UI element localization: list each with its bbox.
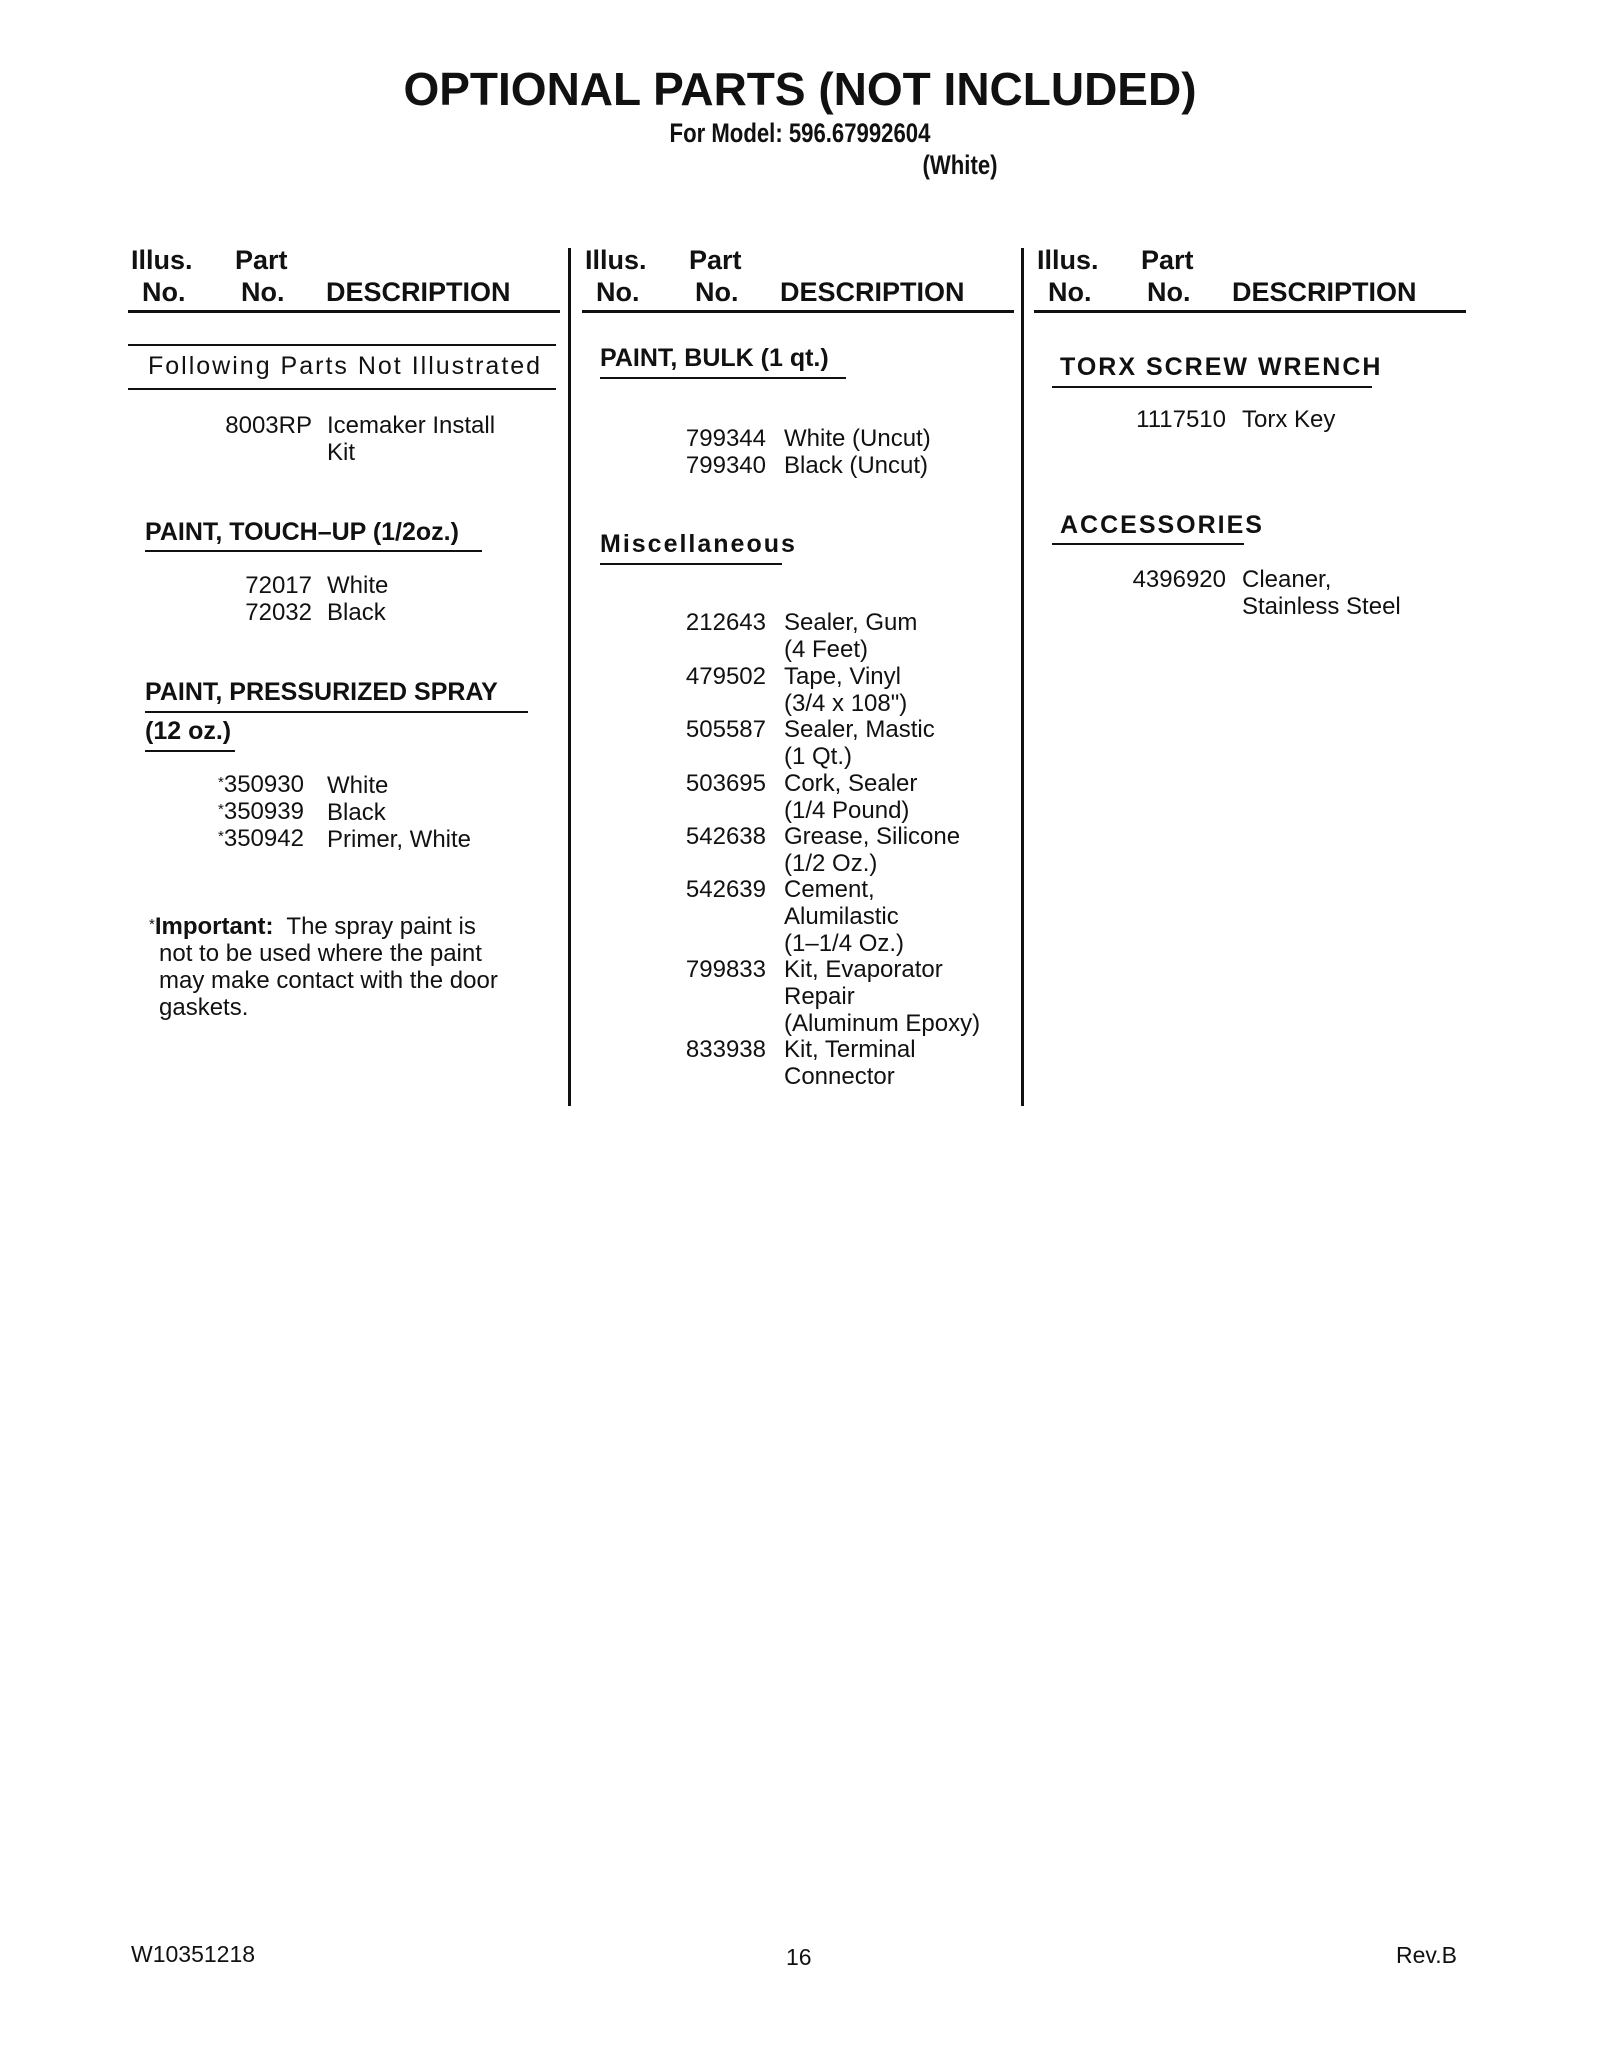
part-no-label: No. xyxy=(241,277,285,307)
part-description: Kit, Evaporator Repair (Aluminum Epoxy) xyxy=(784,956,981,1037)
illus-no-label: No. xyxy=(596,277,640,307)
revision-label: Rev.B xyxy=(1396,1942,1457,1968)
part-description: Sealer, Gum (4 Feet) xyxy=(784,609,918,663)
part-number: 799344 xyxy=(685,425,766,452)
part-number: 1117510 xyxy=(1136,406,1226,433)
illus-label: Illus. xyxy=(1037,245,1099,275)
part-number: 542639 xyxy=(685,876,766,903)
section-heading-paint-bulk: PAINT, BULK (1 qt.) xyxy=(600,344,829,372)
part-number: 542638 xyxy=(685,823,766,850)
description-label: DESCRIPTION xyxy=(326,277,511,307)
part-description: Icemaker Install Kit xyxy=(327,412,496,466)
part-description: White (Uncut) xyxy=(784,425,931,452)
part-number: 833938 xyxy=(685,1036,766,1063)
spray-part-row: *350930 xyxy=(218,771,304,798)
column-divider xyxy=(1021,248,1024,1106)
section-rule xyxy=(145,711,528,713)
part-number: 479502 xyxy=(685,663,766,690)
section-heading-touch-up: PAINT, TOUCH–UP (1/2oz.) xyxy=(145,518,459,546)
part-description: Sealer, Mastic (1 Qt.) xyxy=(784,716,935,770)
part-description: Cleaner, Stainless Steel xyxy=(1242,566,1401,620)
description-label: DESCRIPTION xyxy=(1232,277,1417,307)
section-heading-pressurized-spray-size: (12 oz.) xyxy=(145,717,232,745)
description-label: DESCRIPTION xyxy=(780,277,965,307)
column-divider xyxy=(568,248,571,1106)
part-description: Black xyxy=(327,599,386,626)
important-note: *Important: The spray paint is not to be used where the paint may make contact with the door gaskets. xyxy=(149,913,498,1021)
part-description: White xyxy=(327,572,389,599)
spray-part-row: *350942 xyxy=(218,825,304,852)
part-number: 72017 xyxy=(245,572,312,599)
part-label: Part xyxy=(689,245,742,275)
part-description: White xyxy=(327,772,389,799)
spray-part-row: *350939 xyxy=(218,798,304,825)
part-number: 799340 xyxy=(685,452,766,479)
model-number: For Model: 596.67992604 xyxy=(669,118,931,148)
part-description: Black (Uncut) xyxy=(784,452,929,479)
part-description: Kit, Terminal Connector xyxy=(784,1036,916,1090)
section-rule xyxy=(128,344,556,346)
part-number: 799833 xyxy=(685,956,766,983)
section-rule xyxy=(600,377,846,379)
section-rule xyxy=(145,750,235,752)
section-rule xyxy=(600,563,782,565)
part-number: 4396920 xyxy=(1132,566,1226,593)
part-label: Part xyxy=(1141,245,1194,275)
section-rule xyxy=(1052,386,1372,388)
section-heading-not-illustrated: Following Parts Not Illustrated xyxy=(148,352,543,380)
document-number: W10351218 xyxy=(131,1941,256,1967)
model-color: (White) xyxy=(922,150,998,180)
section-heading-accessories: ACCESSORIES xyxy=(1060,511,1264,539)
part-number: 8003RP xyxy=(225,412,312,439)
header-rule xyxy=(1034,310,1466,313)
part-description: Cement, Alumilastic (1–1/4 Oz.) xyxy=(784,876,905,957)
section-rule xyxy=(145,550,482,552)
section-heading-pressurized-spray: PAINT, PRESSURIZED SPRAY xyxy=(145,678,498,706)
part-description: Grease, Silicone (1/2 Oz.) xyxy=(784,823,961,877)
section-heading-torx-wrench: TORX SCREW WRENCH xyxy=(1060,353,1383,381)
section-rule xyxy=(1052,543,1244,545)
part-number: 72032 xyxy=(245,599,312,626)
part-no-label: No. xyxy=(695,277,739,307)
part-number: 212643 xyxy=(685,609,766,636)
part-number: 505587 xyxy=(685,716,766,743)
illus-label: Illus. xyxy=(585,245,647,275)
header-rule xyxy=(128,310,560,313)
part-number: 503695 xyxy=(685,770,766,797)
part-description: Black xyxy=(327,799,386,826)
page-number: 16 xyxy=(786,1944,812,1970)
section-heading-miscellaneous: Miscellaneous xyxy=(600,530,797,558)
illus-no-label: No. xyxy=(1048,277,1092,307)
part-no-label: No. xyxy=(1147,277,1191,307)
section-rule xyxy=(128,388,556,390)
part-label: Part xyxy=(235,245,288,275)
illus-label: Illus. xyxy=(131,245,193,275)
illus-no-label: No. xyxy=(142,277,186,307)
header-rule xyxy=(582,310,1014,313)
part-description: Tape, Vinyl (3/4 x 108") xyxy=(784,663,908,717)
part-description: Cork, Sealer (1/4 Pound) xyxy=(784,770,918,824)
page-title: OPTIONAL PARTS (NOT INCLUDED) xyxy=(403,63,1197,115)
part-description: Torx Key xyxy=(1242,406,1336,433)
part-description: Primer, White xyxy=(327,826,472,853)
